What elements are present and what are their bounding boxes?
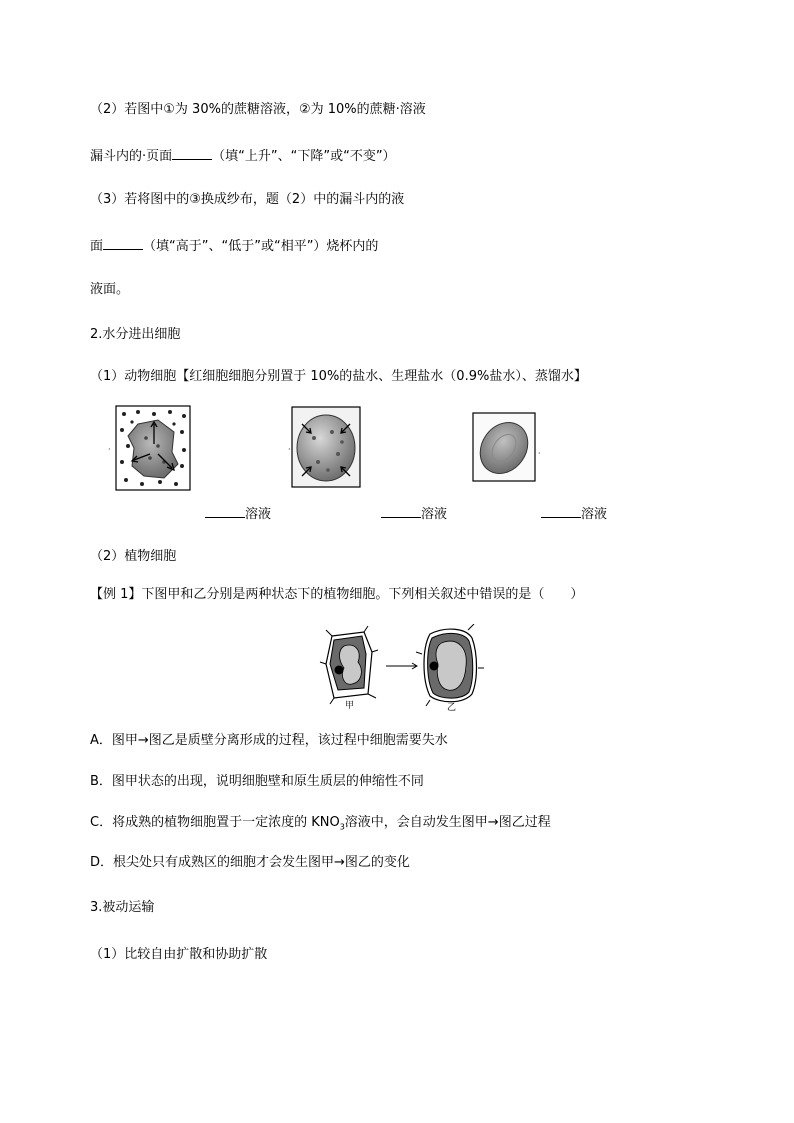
- question-3-suffix: （填“高于”、“低于”或“相平”）烧杯内的: [143, 239, 379, 254]
- turgid-cell-yi: [416, 624, 484, 706]
- solution-text: 溶液: [421, 507, 448, 522]
- svg-text:·: ·: [108, 445, 111, 454]
- option-c-subscript: 3: [339, 822, 345, 832]
- question-2-line-2: [90, 147, 396, 165]
- solution-text: 溶液: [245, 507, 272, 522]
- plant-cell-figure: [318, 624, 488, 714]
- option-c-suffix: 溶液中，会自动发生图甲→图乙过程: [344, 815, 551, 830]
- solution-label-2: [381, 505, 447, 523]
- swollen-red-cell-figure: [470, 410, 546, 484]
- animal-cell-heading: （1）动物细胞【红细胞细胞分别置于 10%的盐水、生理盐水（0.9%盐水）、蒸馏水】: [90, 369, 587, 384]
- answer-blank[interactable]: [381, 505, 421, 518]
- question-2-line-1: （2）若图中①为 30%的蔗糖溶液，②为 10%的蔗糖·溶液: [90, 102, 426, 117]
- section-3-heading: 3.被动运输: [90, 900, 155, 915]
- svg-text:·: ·: [538, 449, 541, 458]
- solution-label-1: [205, 505, 271, 523]
- question-3-line-2: [90, 237, 378, 255]
- question-3-prefix: 面: [90, 239, 104, 254]
- section-2-heading: 2.水分进出细胞: [90, 327, 181, 342]
- option-c: [90, 815, 551, 836]
- compare-diffusion-heading: （1）比较自由扩散和协助扩散: [90, 947, 268, 962]
- answer-blank[interactable]: [103, 237, 143, 250]
- solution-text: 溶液: [581, 507, 608, 522]
- question-3-line-1: （3）若将图中的③换成纱布，题（2）中的漏斗内的液: [90, 192, 405, 207]
- shrunken-red-cell-figure: [108, 402, 194, 494]
- caption-jia: 甲: [345, 701, 355, 711]
- option-b: B．图甲状态的出现，说明细胞壁和原生质层的伸缩性不同: [90, 774, 424, 789]
- caption-yi: 乙: [447, 703, 457, 713]
- answer-blank[interactable]: [172, 147, 212, 160]
- question-2-prefix: 漏斗内的·页面: [90, 149, 173, 164]
- example-question: 【例 1】下图甲和乙分别是两种状态下的植物细胞。下列相关叙述中错误的是（ ）: [90, 587, 584, 602]
- option-c-prefix: C．将成熟的植物细胞置于一定浓度的 KNO: [90, 815, 340, 830]
- plasmolyzed-cell-jia: [320, 626, 378, 704]
- plant-cell-heading: （2）植物细胞: [90, 549, 177, 564]
- answer-blank[interactable]: [205, 505, 245, 518]
- option-d: D．根尖处只有成熟区的细胞才会发生图甲→图乙的变化: [90, 855, 410, 870]
- question-3-line-3: 液面。: [90, 282, 130, 297]
- normal-red-cell-figure: [288, 404, 364, 490]
- question-2-suffix: （填“上升”、“下降”或“不变”）: [212, 149, 396, 164]
- solution-label-3: [541, 505, 607, 523]
- option-a: A．图甲→图乙是质壁分离形成的过程，该过程中细胞需要失水: [90, 733, 448, 748]
- svg-text:·: ·: [288, 445, 291, 454]
- answer-blank[interactable]: [541, 505, 581, 518]
